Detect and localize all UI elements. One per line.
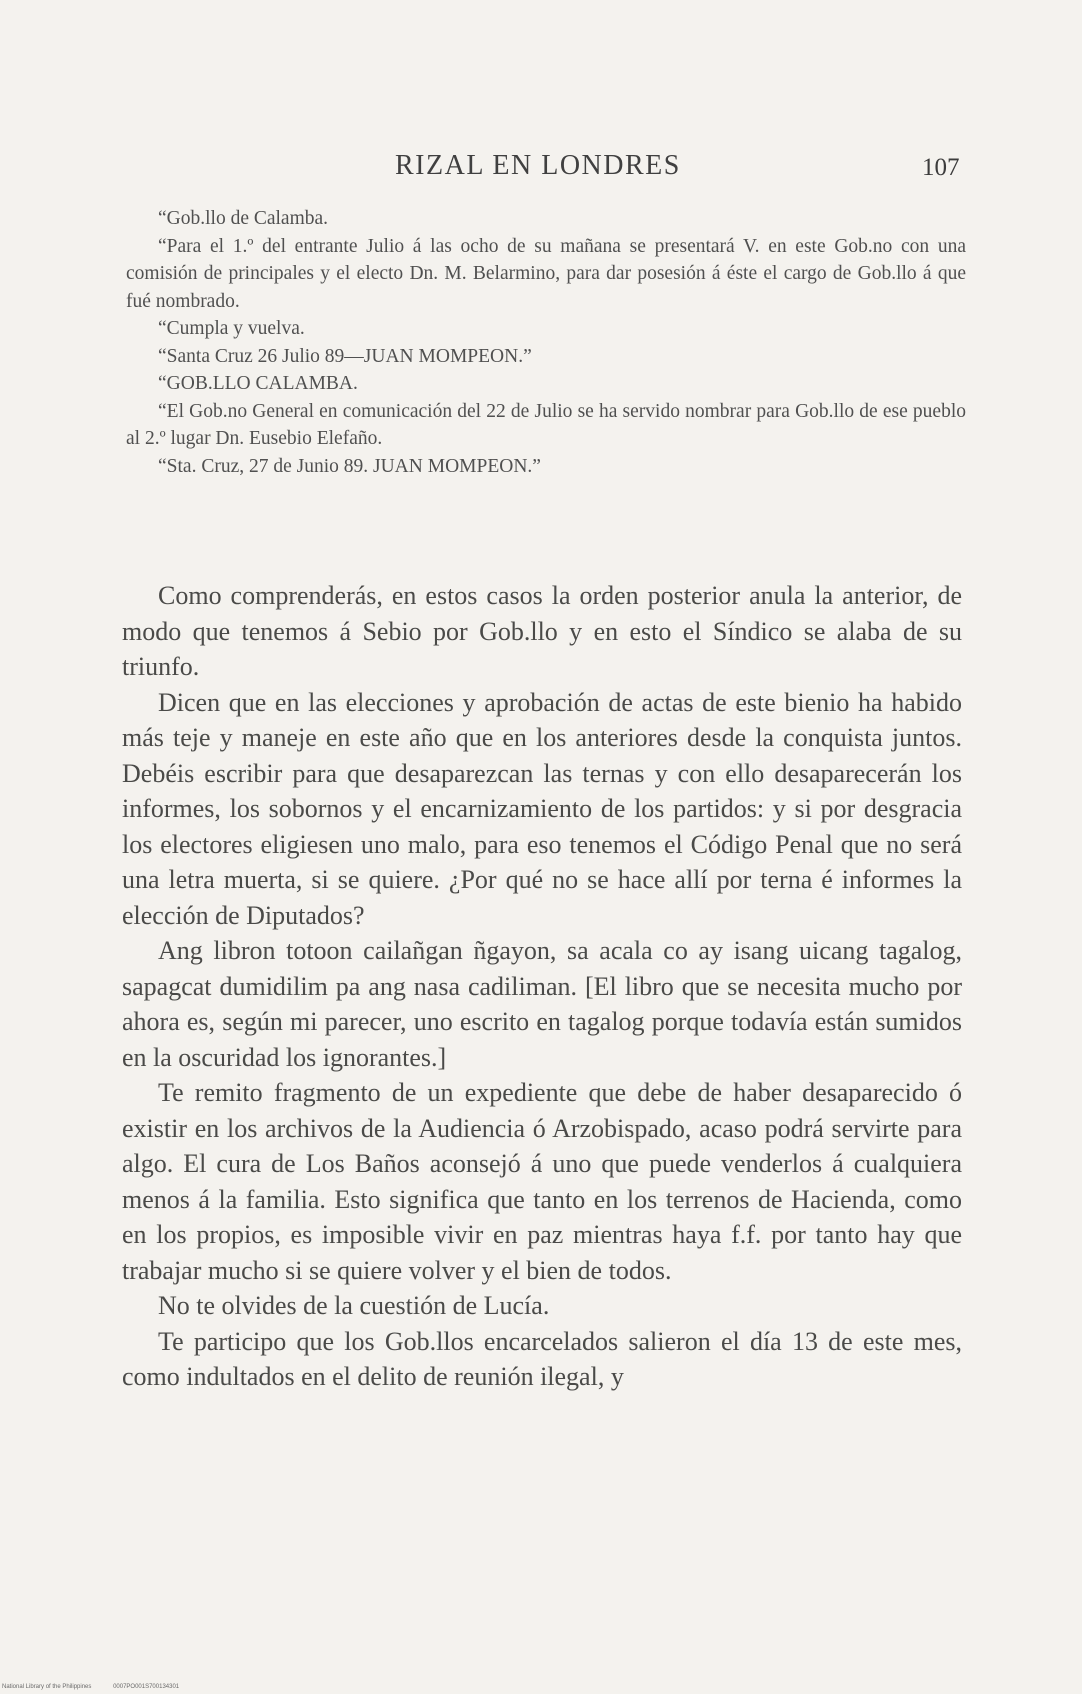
body-paragraph: Dicen que en las elecciones y aprobación de actas de este bienio ha habido más teje y maneje en este año que en los anteriores desde la conquista juntos. Debéis escribir para que desaparezcan las ternas y con ello desaparecerán los informes, los sobornos y el encarnizamiento de los partidos: y si por desgracia los electores eligiesen uno malo, para eso tenemos el Código Penal que no será una letra muerta, si se quiere. ¿Por qué no se hace allí por terna é informes la elección de Diputados? — [122, 687, 962, 930]
page-number: 107 — [922, 154, 960, 181]
quote-line: “Gob.llo de Calamba. — [158, 208, 329, 229]
page-header — [0, 150, 1082, 190]
quote-line: “Santa Cruz 26 Julio 89—JUAN MOMPEON.” — [158, 345, 532, 367]
letter-body — [122, 578, 962, 1395]
footer-code: 0007PO001S700134301 — [113, 1684, 180, 1690]
body-paragraph: Te remito fragmento de un expediente que debe de haber desaparecido ó existir en los archivos de la Audiencia ó Arzobispado, acaso podrá servirte para algo. El cura de Los Baños aconsejó á uno que puede venderlos á cualquiera menos á la familia. Esto significa que tanto en los terrenos de Hacienda, como en los propios, es imposible vivir en paz mientras haya f.f. por tanto hay que trabajar mucho si se quiere volver y el bien de todos. — [122, 1078, 962, 1285]
body-paragraph: Como comprenderás, en estos casos la orden posterior anula la anterior, de modo que tenemos á Sebio por Gob.llo y en esto el Síndico se alaba de su triunfo. — [122, 581, 962, 681]
quote-line: “Para el 1.º del entrante Julio á las ocho de su mañana se presentará V. en este Gob.no con una comisión de principales y el electo Dn. M. Belarmino, para dar posesión á éste el cargo de Gob.llo á que fué nombrado. — [126, 235, 966, 312]
quoted-documents — [126, 205, 966, 480]
quote-line: “GOB.LLO CALAMBA. — [158, 373, 358, 394]
quote-line: “El Gob.no General en comunicación del 22 de Julio se ha servido nombrar para Gob.llo de ese pueblo al 2.º lugar Dn. Eusebio Elefaño. — [126, 400, 966, 449]
quote-line: “Cumpla y vuelva. — [158, 318, 305, 339]
body-paragraph: Ang libron totoon cailañgan ñgayon, sa acala co ay isang uicang tagalog, sapagcat dumidilim pa ang nasa cadiliman. [El libro que se necesita mucho por ahora es, según mi parecer, uno escrito en tagalog porque todavía están sumidos en la oscuridad los ignorantes.] — [122, 936, 962, 1072]
quote-line: “Sta. Cruz, 27 de Junio 89. JUAN MOMPEON.” — [158, 455, 541, 477]
scan-footer — [2, 1684, 199, 1690]
running-title: RIZAL EN LONDRES — [395, 150, 681, 181]
footer-library: National Library of the Philippines — [2, 1684, 92, 1690]
body-paragraph: Te participo que los Gob.llos encarcelados salieron el día 13 de este mes, como indultados en el delito de reunión ilegal, y — [122, 1326, 962, 1391]
body-paragraph: No te olvides de la cuestión de Lucía. — [158, 1291, 550, 1320]
